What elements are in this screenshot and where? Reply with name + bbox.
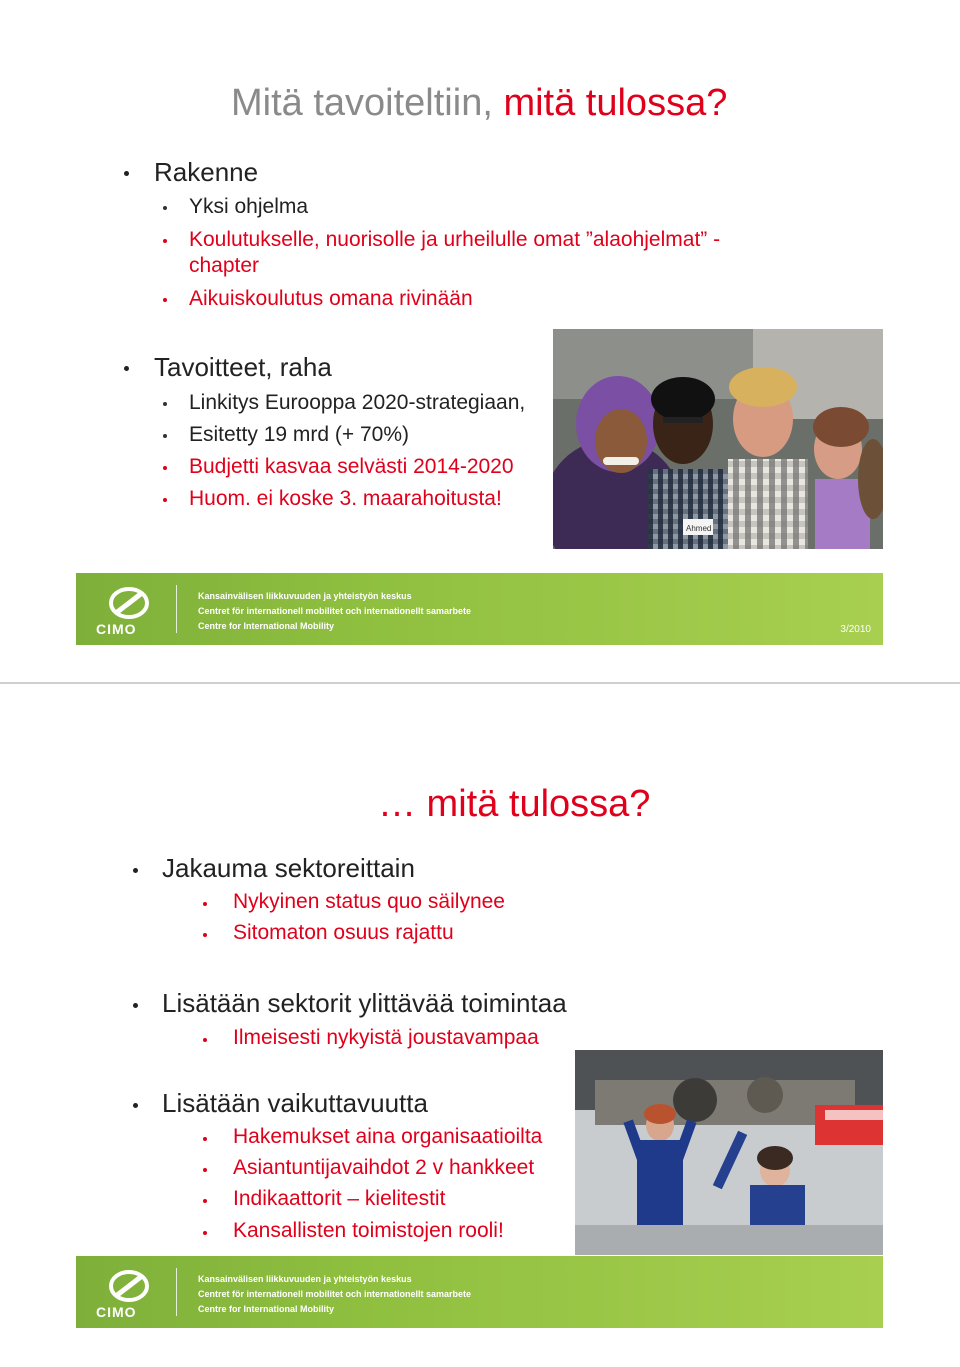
sub-bullet-huom: Huom. ei koske 3. maarahoitusta! <box>189 487 502 510</box>
bullet-jakauma: Jakauma sektoreittain <box>162 853 415 883</box>
title-gray-part: Mitä tavoiteltiin, <box>231 82 493 124</box>
bullet-dot <box>133 1003 138 1008</box>
cimo-footer-band <box>76 1256 883 1328</box>
sub-bullet-dot <box>163 239 167 243</box>
org-name-sv: Centret för internationell mobilitet och internationellt samarbete <box>198 1289 472 1299</box>
slide-1 <box>0 0 960 682</box>
bullet-dot <box>133 868 138 873</box>
sub-bullet-yksi-ohjelma: Yksi ohjelma <box>189 195 309 218</box>
sub-bullet-aikuiskoulutus: Aikuiskoulutus omana rivinään <box>189 287 473 310</box>
slide-2-title: … mitä tulossa? <box>378 783 651 825</box>
sub-bullet-esitetty: Esitetty 19 mrd (+ 70%) <box>189 423 409 446</box>
sub-bullet-sitomaton: Sitomaton osuus rajattu <box>233 921 454 944</box>
sub-bullet-indikaattorit: Indikaattorit – kielitestit <box>233 1187 446 1210</box>
bullet-sektorit: Lisätään sektorit ylittävää toimintaa <box>162 988 567 1018</box>
org-name-fi: Kansainvälisen liikkuvuuden ja yhteistyön keskus <box>198 1274 412 1284</box>
footer-divider <box>176 585 177 633</box>
students-photo <box>553 329 883 549</box>
sub-bullet-status-quo: Nykyinen status quo säilynee <box>233 890 505 913</box>
bullet-dot <box>124 171 129 176</box>
bullet-rakenne: Rakenne <box>154 157 259 187</box>
sub-bullet-dot <box>203 1038 207 1042</box>
sub-bullet-dot <box>203 902 207 906</box>
bullet-vaikuttavuus: Lisätään vaikuttavuutta <box>162 1088 428 1118</box>
sub-bullet-dot <box>203 1137 207 1141</box>
sub-bullet-dot <box>203 933 207 937</box>
sub-bullet-dot <box>163 402 167 406</box>
sub-bullet-alaohjelmat: Koulutukselle, nuorisolle ja urheilulle omat ”alaohjelmat” - <box>189 228 721 251</box>
cimo-footer-band <box>76 573 883 645</box>
cimo-logo-text: CIMO <box>96 621 137 637</box>
footer-divider <box>176 1268 177 1316</box>
org-name-en: Centre for International Mobility <box>198 621 335 631</box>
aircraft-mechanics-photo <box>575 1050 883 1255</box>
sub-bullet-alaohjelmat-cont: chapter <box>189 254 260 277</box>
bullet-dot <box>124 366 129 371</box>
cimo-logo-text: CIMO <box>96 1304 137 1320</box>
sub-bullet-dot <box>163 466 167 470</box>
sub-bullet-linkitys: Linkitys Eurooppa 2020-strategiaan, <box>189 391 526 414</box>
sub-bullet-dot <box>163 206 167 210</box>
slide-2 <box>0 684 960 1367</box>
org-name-sv: Centret för internationell mobilitet och internationellt samarbete <box>198 606 472 616</box>
sub-bullet-dot <box>163 298 167 302</box>
sub-bullet-hakemukset: Hakemukset aina organisaatioilta <box>233 1125 543 1148</box>
bullet-tavoitteet: Tavoitteet, raha <box>154 352 332 382</box>
sub-bullet-asiantuntija: Asiantuntijavaihdot 2 v hankkeet <box>233 1156 535 1179</box>
sub-bullet-dot <box>163 434 167 438</box>
sub-bullet-dot <box>203 1199 207 1203</box>
sub-bullet-budjetti: Budjetti kasvaa selvästi 2014-2020 <box>189 455 514 478</box>
sub-bullet-dot <box>203 1231 207 1235</box>
sub-bullet-kansalliset: Kansallisten toimistojen rooli! <box>233 1219 504 1242</box>
page-number: 3/2010 <box>840 624 871 635</box>
sub-bullet-dot <box>163 498 167 502</box>
sub-bullet-dot <box>203 1168 207 1172</box>
org-name-en: Centre for International Mobility <box>198 1304 335 1314</box>
bullet-dot <box>133 1103 138 1108</box>
sub-bullet-ilmeisesti: Ilmeisesti nykyistä joustavampaa <box>233 1026 539 1049</box>
org-name-fi: Kansainvälisen liikkuvuuden ja yhteistyön keskus <box>198 591 412 601</box>
slide-1-title <box>231 82 727 125</box>
name-badge: Ahmed <box>686 524 712 533</box>
title-red-part: mitä tulossa? <box>503 82 728 124</box>
